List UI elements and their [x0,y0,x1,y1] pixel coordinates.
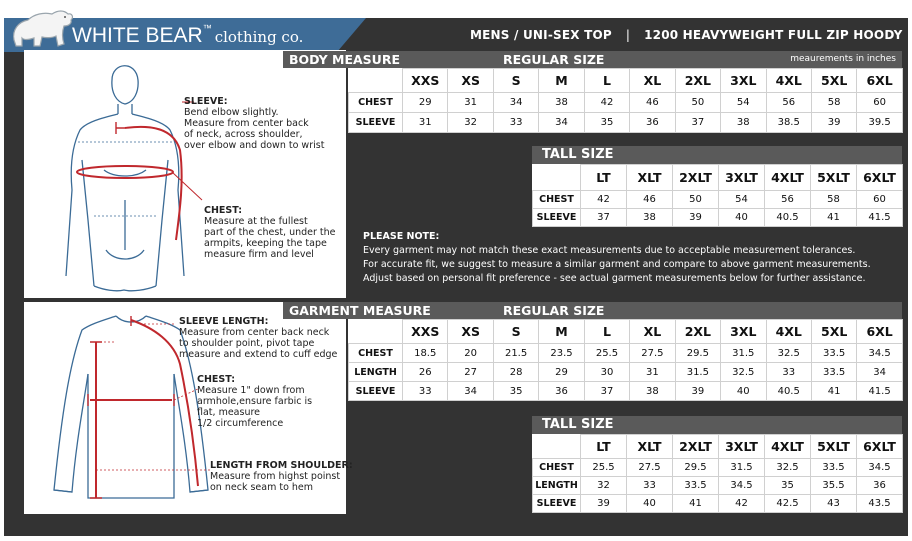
table-row [533,191,903,209]
size-header: L [584,69,629,93]
garment-measure-diagram [24,302,353,514]
table-cell: 32.5 [766,344,811,363]
note-title: PLEASE NOTE: [363,231,440,242]
table-cell: 43.5 [857,495,903,513]
chest-instructions [204,205,336,260]
size-header: LT [581,435,627,459]
table-cell: 42 [719,495,765,513]
garment-chest-line: Measure 1" down from [197,385,305,396]
size-header: 6XL [857,320,902,344]
regular-size-title: REGULAR SIZE [503,303,605,318]
table-cell: 21.5 [493,344,538,363]
garment-tall-size-table [532,434,903,513]
table-cell: 39 [673,209,719,227]
table-cell: 38 [539,93,584,113]
table-cell: 46 [627,191,673,209]
table-cell: 18.5 [403,344,448,363]
size-header: S [493,69,538,93]
size-header: 5XL [811,69,856,93]
chest-line: Measure at the fullest [204,216,308,227]
table-cell: 58 [811,191,857,209]
note-line: Adjust based on personal fit preference - see actual garment measurements below for further assistance. [363,273,866,284]
regular-size-title: REGULAR SIZE [503,52,605,67]
table-cell: 34.5 [719,477,765,495]
size-header: 4XL [766,69,811,93]
table-cell: 41.5 [857,209,903,227]
size-header-row [533,435,903,459]
table-cell: 37 [584,382,629,401]
table-cell: 35 [493,382,538,401]
size-header: 3XL [721,320,766,344]
table-cell: 39.5 [857,113,902,133]
table-cell: 42.5 [765,495,811,513]
sleeve-length-line: to shoulder point, pivot tape [179,338,315,349]
table-cell: 34 [539,113,584,133]
chest-line: armpits, keeping the tape [204,238,327,249]
size-header: 5XLT [811,165,857,191]
table-cell: 23.5 [539,344,584,363]
table-cell: 25.5 [581,459,627,477]
body-tall-size-table [532,164,903,227]
table-cell: 39 [581,495,627,513]
table-cell: 35 [584,113,629,133]
please-note [363,230,871,286]
table-cell: 37 [581,209,627,227]
product-name: 1200 HEAVYWEIGHT FULL ZIP HOODY [644,28,903,42]
table-cell: 31 [630,363,675,382]
size-header: XL [630,69,675,93]
garment-chest-line: 1/2 circumference [197,418,284,429]
sleeve-length-line: Measure from center back neck [179,327,330,338]
size-header: 5XLT [811,435,857,459]
length-instructions [210,460,353,493]
table-cell: 41 [811,382,856,401]
table-row [349,93,903,113]
table-cell: 20 [448,344,493,363]
size-header: XXS [403,320,448,344]
table-cell: 34 [857,363,902,382]
chest-line: part of the chest, under the [204,227,336,238]
size-header: 4XLT [765,435,811,459]
row-label: CHEST [533,459,581,477]
table-cell: 31 [448,93,493,113]
table-row [349,113,903,133]
table-cell: 50 [675,93,720,113]
note-line: Every garment may not match these exact measurements due to acceptable measurement tolerances. [363,245,856,256]
table-cell: 31.5 [675,363,720,382]
table-cell: 46 [630,93,675,113]
table-cell: 41 [811,209,857,227]
table-cell: 39 [675,382,720,401]
table-cell: 60 [857,93,902,113]
row-label: LENGTH [349,363,403,382]
table-cell: 32 [581,477,627,495]
size-header: 3XLT [719,165,765,191]
table-cell: 29.5 [673,459,719,477]
size-header-row [349,69,903,93]
size-header: LT [581,165,627,191]
size-header: XLT [627,165,673,191]
table-row [349,363,903,382]
table-cell: 34.5 [857,459,903,477]
table-cell: 32 [448,113,493,133]
table-cell: 50 [673,191,719,209]
sleeve-length-title: SLEEVE LENGTH: [179,316,269,327]
size-header: XS [448,320,493,344]
size-header: 6XLT [857,165,903,191]
size-header: XLT [627,435,673,459]
table-cell: 26 [403,363,448,382]
row-label: SLEEVE [349,113,403,133]
table-row [349,344,903,363]
size-header: M [539,69,584,93]
garment-regular-size-table [348,319,903,401]
table-cell: 56 [765,191,811,209]
table-cell: 42 [581,191,627,209]
table-cell: 36 [857,477,903,495]
size-header: 2XLT [673,165,719,191]
table-cell: 27.5 [630,344,675,363]
table-cell: 33 [493,113,538,133]
table-cell: 32.5 [721,363,766,382]
brand-subtitle: clothing co. [214,28,304,46]
polar-bear-logo-icon [8,0,78,52]
garment-chest-line: armhole,ensure farbic is [197,396,313,407]
table-cell: 38 [630,382,675,401]
size-header-row [349,320,903,344]
row-label: SLEEVE [349,382,403,401]
body-measure-title: BODY MEASURE [289,52,400,67]
length-title: LENGTH FROM SHOULDER: [210,460,353,471]
table-corner [349,69,403,93]
table-cell: 28 [493,363,538,382]
table-corner [533,435,581,459]
table-cell: 33.5 [811,363,856,382]
table-cell: 39 [811,113,856,133]
table-row [533,459,903,477]
chest-line: measure firm and level [204,249,314,260]
size-header: 3XL [721,69,766,93]
table-cell: 38 [627,209,673,227]
product-line [470,28,903,42]
sleeve-line: over elbow and down to wrist [184,140,325,151]
row-label: SLEEVE [533,495,581,513]
size-header: XXS [403,69,448,93]
table-cell: 35.5 [811,477,857,495]
table-cell: 29 [403,93,448,113]
sleeve-line: of neck, across shoulder, [184,129,303,140]
table-cell: 40.5 [765,209,811,227]
row-label: CHEST [533,191,581,209]
table-cell: 40 [721,382,766,401]
note-line: For accurate fit, we suggest to measure a similar garment and compare to above garment measurements. [363,259,871,270]
table-cell: 31.5 [719,459,765,477]
table-cell: 36 [630,113,675,133]
size-header: 3XLT [719,435,765,459]
size-header: M [539,320,584,344]
size-header: 2XLT [673,435,719,459]
table-cell: 25.5 [584,344,629,363]
table-cell: 27 [448,363,493,382]
sleeve-length-instructions [179,316,337,360]
table-corner [349,320,403,344]
garment-measure-title: GARMENT MEASURE [289,303,431,318]
table-cell: 33.5 [673,477,719,495]
table-cell: 34.5 [857,344,902,363]
sleeve-title: SLEEVE: [184,96,228,107]
body-regular-size-table [348,68,903,133]
garment-tall-size-header [532,416,902,434]
table-cell: 41 [673,495,719,513]
sleeve-instructions [184,96,324,151]
size-header: 6XLT [857,435,903,459]
row-label: LENGTH [533,477,581,495]
row-label: CHEST [349,93,403,113]
sleeve-length-line: measure and extend to cuff edge [179,349,338,360]
table-cell: 29 [539,363,584,382]
table-cell: 60 [857,191,903,209]
trademark-symbol: ™ [202,23,212,33]
table-cell: 33 [627,477,673,495]
table-cell: 27.5 [627,459,673,477]
table-cell: 56 [766,93,811,113]
table-cell: 38.5 [766,113,811,133]
table-cell: 32.5 [765,459,811,477]
size-header: L [584,320,629,344]
garment-chest-instructions [197,374,312,429]
sleeve-line: Measure from center back [184,118,309,129]
table-cell: 54 [721,93,766,113]
table-cell: 36 [539,382,584,401]
table-cell: 31 [403,113,448,133]
product-category: MENS / UNI-SEX TOP [470,28,612,42]
row-label: CHEST [349,344,403,363]
table-cell: 29.5 [675,344,720,363]
size-header: 2XL [675,320,720,344]
table-cell: 38 [721,113,766,133]
table-cell: 42 [584,93,629,113]
size-header-row [533,165,903,191]
table-cell: 34 [493,93,538,113]
size-header: S [493,320,538,344]
brand-name-text: WHITE BEAR [72,24,203,47]
tall-size-title: TALL SIZE [542,417,614,432]
table-cell: 33 [403,382,448,401]
table-cell: 33.5 [811,344,856,363]
table-cell: 54 [719,191,765,209]
units-label: meaurements in inches [790,54,896,64]
table-cell: 31.5 [721,344,766,363]
table-cell: 40.5 [766,382,811,401]
table-cell: 40 [627,495,673,513]
table-cell: 37 [675,113,720,133]
brand-name [72,21,303,51]
table-cell: 34 [448,382,493,401]
table-cell: 33.5 [811,459,857,477]
table-cell: 43 [811,495,857,513]
table-cell: 33 [766,363,811,382]
body-measure-header [283,51,902,68]
size-header: 6XL [857,69,902,93]
size-header: 5XL [811,320,856,344]
length-line: on neck seam to hem [210,482,314,493]
size-header: 4XLT [765,165,811,191]
table-corner [533,165,581,191]
garment-measure-header [283,302,902,319]
size-header: XL [630,320,675,344]
body-measure-diagram [24,50,346,298]
table-cell: 35 [765,477,811,495]
table-row [533,495,903,513]
size-header: 2XL [675,69,720,93]
table-row [533,477,903,495]
length-line: Measure from highst poinst [210,471,341,482]
garment-chest-title: CHEST: [197,374,236,385]
chest-title: CHEST: [204,205,243,216]
tall-size-title: TALL SIZE [542,147,614,162]
table-cell: 58 [811,93,856,113]
size-header: 4XL [766,320,811,344]
size-header: XS [448,69,493,93]
row-label: SLEEVE [533,209,581,227]
table-cell: 30 [584,363,629,382]
body-tall-size-header [532,146,902,164]
body-figure-illustration [24,50,346,298]
table-cell: 40 [719,209,765,227]
table-row [533,209,903,227]
table-row [349,382,903,401]
sleeve-line: Bend elbow slightly. [184,107,279,118]
product-separator: | [625,28,631,42]
garment-chest-line: flat, measure [197,407,261,418]
table-cell: 41.5 [857,382,902,401]
